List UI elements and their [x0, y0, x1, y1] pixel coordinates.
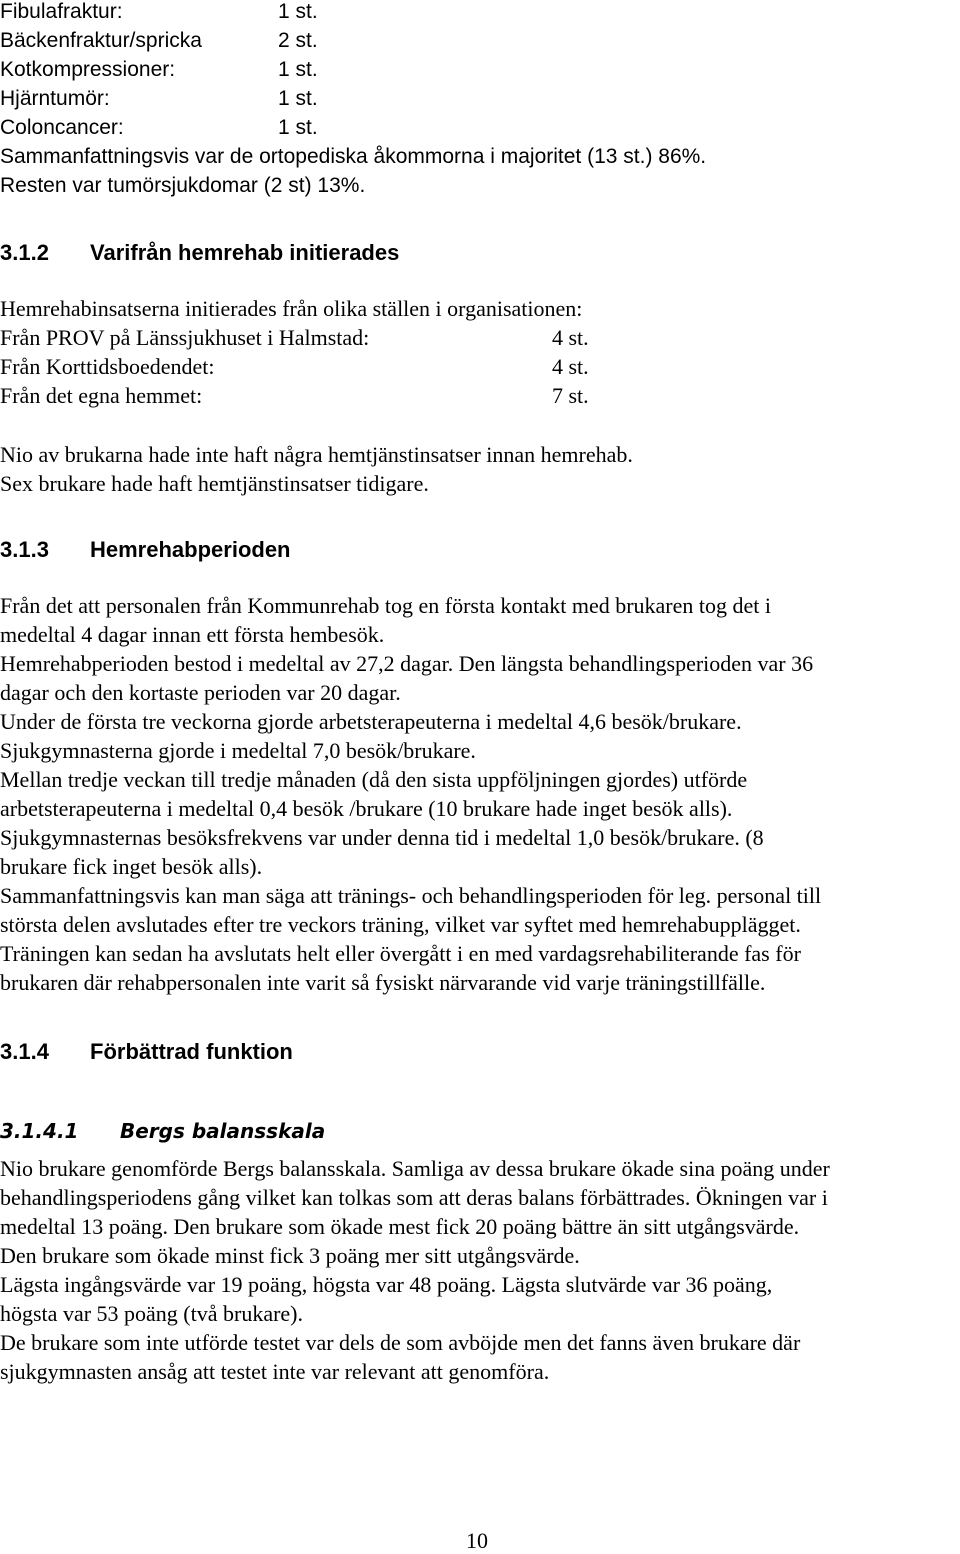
list-item-value: 4 st. — [552, 325, 589, 350]
paragraph-line: arbetsterapeuterna i medeltal 0,4 besök /brukare (10 brukare hade inget besök alls). — [0, 796, 733, 821]
section-title: Förbättrad funktion — [90, 1039, 293, 1064]
list-item-label: Från PROV på Länssjukhuset i Halmstad: — [0, 325, 370, 350]
section-number: 3.1.3 — [0, 537, 49, 562]
paragraph-line: sjukgymnasten ansåg att testet inte var relevant att genomföra. — [0, 1359, 550, 1384]
paragraph-line: Den brukare som ökade minst fick 3 poäng mer sitt utgångsvärde. — [0, 1243, 580, 1268]
paragraph-line: De brukare som inte utförde testet var dels de som avböjde men det fanns även brukare där — [0, 1330, 801, 1355]
paragraph-line: Under de första tre veckorna gjorde arbetsterapeuterna i medeltal 4,6 besök/brukare. — [0, 709, 742, 734]
paragraph-line: medeltal 13 poäng. Den brukare som ökade mest fick 20 poäng bättre än sitt utgångsvärde. — [0, 1214, 800, 1239]
section-title: Varifrån hemrehab initierades — [90, 240, 400, 265]
paragraph-line: Hemrehabperioden bestod i medeltal av 27,2 dagar. Den längsta behandlingsperioden var 36 — [0, 651, 814, 676]
paragraph-line: Sammanfattningsvis kan man säga att tränings- och behandlingsperioden för leg. personal till — [0, 883, 822, 908]
subsection-title: Bergs balansskala — [120, 1119, 326, 1143]
page-number: 10 — [466, 1528, 488, 1553]
paragraph-line: dagar och den kortaste perioden var 20 dagar. — [0, 680, 401, 705]
paragraph-line: Sex brukare hade haft hemtjänstinsatser tidigare. — [0, 471, 429, 496]
list-item-value: 2 st. — [278, 29, 318, 52]
summary-line: Resten var tumörsjukdomar (2 st) 13%. — [0, 174, 366, 197]
paragraph-line: Nio av brukarna hade inte haft några hemtjänstinsatser innan hemrehab. — [0, 442, 633, 467]
paragraph-line: Nio brukare genomförde Bergs balansskala. Samliga av dessa brukare ökade sina poäng under — [0, 1156, 830, 1181]
list-item-label: Från Korttidsboedendet: — [0, 354, 215, 379]
section-number: 3.1.4 — [0, 1039, 49, 1064]
list-item-label: Fibulafraktur: — [0, 0, 123, 23]
list-item-value: 1 st. — [278, 58, 318, 81]
list-item-value: 7 st. — [552, 383, 589, 408]
paragraph-line: brukaren där rehabpersonalen inte varit så fysiskt närvarande vid varje träningstillfälle. — [0, 970, 766, 995]
section-number: 3.1.2 — [0, 240, 49, 265]
paragraph-line: medeltal 4 dagar innan ett första hembesök. — [0, 622, 385, 647]
list-item — [0, 113, 318, 142]
paragraph-line: Sjukgymnasternas besöksfrekvens var under denna tid i medeltal 1,0 besök/brukare. (8 — [0, 825, 764, 850]
list-item-label: Coloncancer: — [0, 116, 124, 139]
paragraph-line: största delen avslutades efter tre veckors träning, vilket var syftet med hemrehabupplägget. — [0, 912, 801, 937]
list-item-label: Bäckenfraktur/spricka — [0, 29, 202, 52]
paragraph-line: brukare fick inget besök alls). — [0, 854, 263, 879]
paragraph-line: Lägsta ingångsvärde var 19 poäng, högsta var 48 poäng. Lägsta slutvärde var 36 poäng, — [0, 1272, 773, 1297]
section-title: Hemrehabperioden — [90, 537, 291, 562]
list-item-label: Hjärntumör: — [0, 87, 110, 110]
summary-line: Sammanfattningsvis var de ortopediska åkommorna i majoritet (13 st.) 86%. — [0, 145, 707, 168]
list-item — [0, 381, 589, 410]
paragraph-line: Träningen kan sedan ha avslutats helt eller övergått i en med vardagsrehabiliterande fas för — [0, 941, 801, 966]
paragraph-line: Hemrehabinsatserna initierades från olika ställen i organisationen: — [0, 296, 583, 321]
list-item-label: Från det egna hemmet: — [0, 383, 203, 408]
list-item-value: 1 st. — [278, 116, 318, 139]
paragraph-line: behandlingsperiodens gång vilket kan tolkas som att deras balans förbättrades. Ökningen var i — [0, 1185, 828, 1210]
paragraph-line: Mellan tredje veckan till tredje månaden (då den sista uppföljningen gjordes) utförde — [0, 767, 748, 792]
list-item — [0, 55, 318, 84]
paragraph-line: högsta var 53 poäng (två brukare). — [0, 1301, 304, 1326]
list-item-value: 1 st. — [278, 0, 318, 23]
list-item — [0, 352, 589, 381]
list-item — [0, 323, 589, 352]
paragraph-line: Sjukgymnasterna gjorde i medeltal 7,0 besök/brukare. — [0, 738, 476, 763]
paragraph-line: Från det att personalen från Kommunrehab tog en första kontakt med brukaren tog det i — [0, 593, 771, 618]
list-item-label: Kotkompressioner: — [0, 58, 176, 81]
list-item — [0, 84, 318, 113]
subsection-number: 3.1.4.1 — [0, 1119, 79, 1143]
list-item-value: 4 st. — [552, 354, 589, 379]
list-item — [0, 0, 318, 26]
list-item-value: 1 st. — [278, 87, 318, 110]
list-item — [0, 26, 318, 55]
